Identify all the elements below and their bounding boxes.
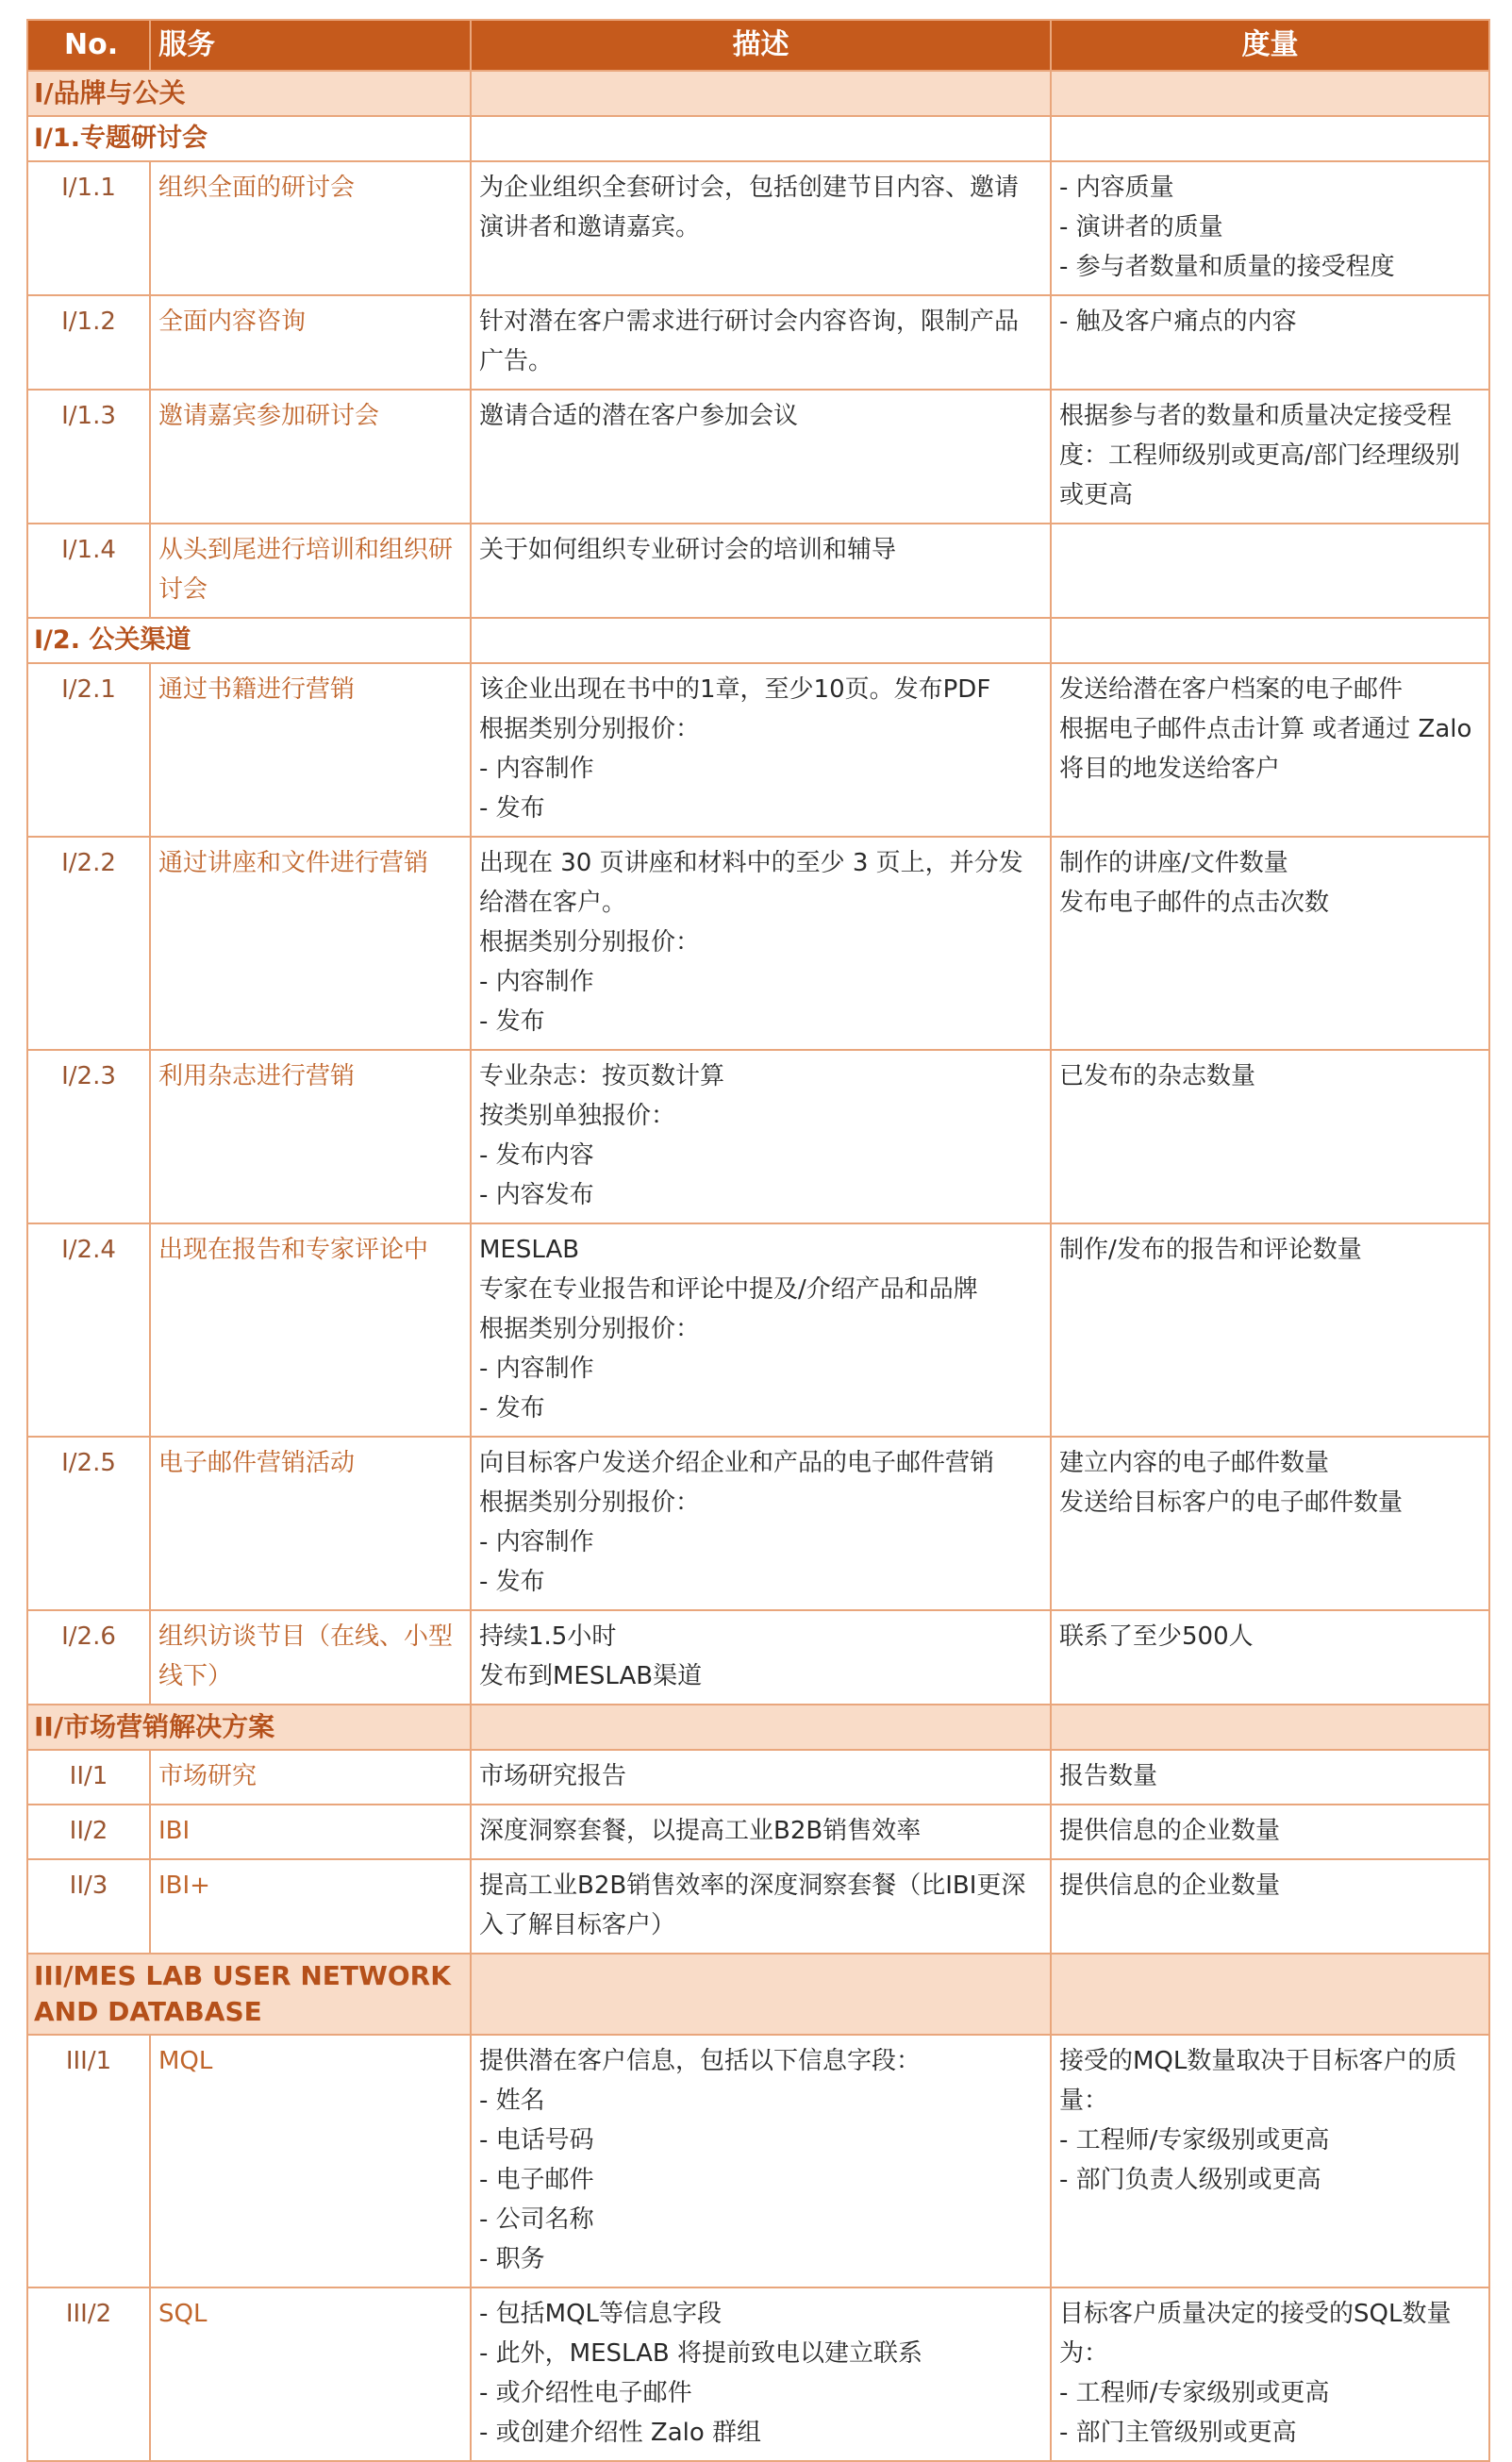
table-row <box>27 663 1489 837</box>
metric-line: 建立内容的电子邮件数量 <box>1059 1449 1330 1477</box>
service-metric <box>1051 161 1489 295</box>
metric-line: 根据电子邮件点击计算 或者通过 Zalo 将目的地发送给客户 <box>1059 715 1480 783</box>
table-row <box>27 2287 1489 2461</box>
service-metric <box>1051 837 1489 1050</box>
service-description <box>471 1223 1051 1437</box>
table-row <box>27 524 1489 618</box>
header-metric: 度量 <box>1051 20 1489 71</box>
row-number: I/1.1 <box>27 161 150 295</box>
service-metric <box>1051 1050 1489 1223</box>
table-row <box>27 1859 1489 1954</box>
service-name: 组织全面的研讨会 <box>150 161 471 295</box>
description-line: - 或创建介绍性 Zalo 群组 <box>479 2419 762 2447</box>
metric-line: 发送给潜在客户档案的电子邮件 <box>1059 675 1404 704</box>
description-line: 该企业出现在书中的1章，至少10页。发布PDF <box>479 675 991 704</box>
table-row <box>27 1050 1489 1223</box>
service-metric <box>1051 390 1489 524</box>
metric-line: 制作的讲座/文件数量 <box>1059 849 1288 877</box>
service-metric <box>1051 1610 1489 1705</box>
service-metric <box>1051 1750 1489 1805</box>
table-body <box>27 71 1489 2461</box>
table-row <box>27 1805 1489 1859</box>
service-metric <box>1051 2035 1489 2287</box>
service-name: IBI <box>150 1805 471 1859</box>
service-table <box>26 19 1490 2462</box>
metric-line: 报告数量 <box>1059 1762 1158 1790</box>
description-line: 专家在专业报告和评论中提及/介绍产品和品牌 <box>479 1275 978 1304</box>
service-description <box>471 1750 1051 1805</box>
description-line: - 发布 <box>479 1007 545 1036</box>
description-line: - 内容制作 <box>479 755 594 783</box>
subsection-title: I/2. 公关渠道 <box>27 618 471 663</box>
description-line: 深度洞察套餐，以提高工业B2B销售效率 <box>479 1817 922 1845</box>
service-description <box>471 1610 1051 1705</box>
metric-line: 提供信息的企业数量 <box>1059 1871 1281 1900</box>
empty-cell <box>471 71 1051 116</box>
row-number: I/2.3 <box>27 1050 150 1223</box>
section-row <box>27 1705 1489 1750</box>
empty-cell <box>1051 618 1489 663</box>
row-number: III/2 <box>27 2287 150 2461</box>
table-row <box>27 1750 1489 1805</box>
description-line: 根据类别分别报价： <box>479 928 701 957</box>
metric-line: 提供信息的企业数量 <box>1059 1817 1281 1845</box>
row-number: II/1 <box>27 1750 150 1805</box>
description-line: - 发布 <box>479 794 545 823</box>
description-line: - 发布内容 <box>479 1141 594 1170</box>
metric-line: - 内容质量 <box>1059 174 1174 202</box>
service-metric <box>1051 1223 1489 1437</box>
service-name: 全面内容咨询 <box>150 295 471 390</box>
service-name: IBI+ <box>150 1859 471 1954</box>
service-description <box>471 837 1051 1050</box>
metric-line: 接受的MQL数量取决于目标客户的质量： <box>1059 2047 1457 2115</box>
service-description <box>471 161 1051 295</box>
metric-line: - 部门负责人级别或更高 <box>1059 2166 1321 2194</box>
service-metric <box>1051 663 1489 837</box>
table-row <box>27 1223 1489 1437</box>
section-title: II/市场营销解决方案 <box>27 1705 471 1750</box>
empty-cell <box>471 1705 1051 1750</box>
description-line: - 发布 <box>479 1568 545 1596</box>
metric-line: - 触及客户痛点的内容 <box>1059 308 1297 336</box>
table-header-row <box>27 20 1489 71</box>
description-line: - 内容制作 <box>479 1355 594 1383</box>
table-row <box>27 2035 1489 2287</box>
service-metric <box>1051 295 1489 390</box>
service-description <box>471 1050 1051 1223</box>
description-line: - 电子邮件 <box>479 2166 594 2194</box>
description-line: 发布到MESLAB渠道 <box>479 1662 703 1690</box>
subsection-title: I/1.专题研讨会 <box>27 116 471 161</box>
description-line: 出现在 30 页讲座和材料中的至少 3 页上，并分发给潜在客户。 <box>479 849 1023 917</box>
description-line: 为企业组织全套研讨会，包括创建节目内容、邀请演讲者和邀请嘉宾。 <box>479 174 1020 241</box>
service-description <box>471 524 1051 618</box>
service-metric <box>1051 1805 1489 1859</box>
description-line: 按类别单独报价： <box>479 1102 676 1130</box>
service-name: SQL <box>150 2287 471 2461</box>
description-line: 专业杂志：按页数计算 <box>479 1062 725 1090</box>
metric-line: 发布电子邮件的点击次数 <box>1059 889 1330 917</box>
description-line: 邀请合适的潜在客户参加会议 <box>479 402 799 430</box>
description-line: 市场研究报告 <box>479 1762 627 1790</box>
service-description <box>471 295 1051 390</box>
description-line: - 内容制作 <box>479 968 594 996</box>
metric-line: - 部门主管级别或更高 <box>1059 2419 1297 2447</box>
row-number: II/2 <box>27 1805 150 1859</box>
subsection-row <box>27 116 1489 161</box>
row-number: I/2.5 <box>27 1437 150 1610</box>
table-row <box>27 837 1489 1050</box>
metric-line: - 工程师/专家级别或更高 <box>1059 2126 1330 2154</box>
empty-cell <box>471 1954 1051 2035</box>
empty-cell <box>1051 1954 1489 2035</box>
description-line: 针对潜在客户需求进行研讨会内容咨询，限制产品广告。 <box>479 308 1020 375</box>
metric-line: 根据参与者的数量和质量决定接受程度：工程师级别或更高/部门经理级别或更高 <box>1059 402 1460 509</box>
service-description <box>471 1437 1051 1610</box>
service-description <box>471 1805 1051 1859</box>
header-no: No. <box>27 20 150 71</box>
row-number: I/2.4 <box>27 1223 150 1437</box>
service-description <box>471 2287 1051 2461</box>
metric-line: 目标客户质量决定的接受的SQL数量为： <box>1059 2300 1452 2368</box>
row-number: I/1.3 <box>27 390 150 524</box>
description-line: - 职务 <box>479 2245 545 2273</box>
description-line: - 电话号码 <box>479 2126 594 2154</box>
description-line: - 发布 <box>479 1394 545 1422</box>
service-metric <box>1051 524 1489 618</box>
service-name: 组织访谈节目（在线、小型线下） <box>150 1610 471 1705</box>
empty-cell <box>1051 116 1489 161</box>
section-row <box>27 71 1489 116</box>
metric-line: - 工程师/专家级别或更高 <box>1059 2379 1330 2407</box>
service-metric <box>1051 2287 1489 2461</box>
description-line: 根据类别分别报价： <box>479 1315 701 1343</box>
description-line: - 或介绍性电子邮件 <box>479 2379 692 2407</box>
service-metric <box>1051 1859 1489 1954</box>
description-line: 根据类别分别报价： <box>479 715 701 743</box>
section-row <box>27 1954 1489 2035</box>
header-service: 服务 <box>150 20 471 71</box>
row-number: I/1.2 <box>27 295 150 390</box>
description-line: 提供潜在客户信息，包括以下信息字段： <box>479 2047 922 2075</box>
empty-cell <box>1051 1705 1489 1750</box>
service-name: 通过讲座和文件进行营销 <box>150 837 471 1050</box>
row-number: I/2.6 <box>27 1610 150 1705</box>
service-name: 电子邮件营销活动 <box>150 1437 471 1610</box>
metric-line: 制作/发布的报告和评论数量 <box>1059 1236 1362 1264</box>
section-title: III/MES LAB USER NETWORK AND DATABASE <box>27 1954 471 2035</box>
description-line: 关于如何组织专业研讨会的培训和辅导 <box>479 536 897 564</box>
description-line: MESLAB <box>479 1236 580 1264</box>
row-number: II/3 <box>27 1859 150 1954</box>
empty-cell <box>471 116 1051 161</box>
table-row <box>27 390 1489 524</box>
service-name: 从头到尾进行培训和组织研讨会 <box>150 524 471 618</box>
description-line: - 此外，MESLAB 将提前致电以建立联系 <box>479 2339 922 2368</box>
service-table-container <box>26 19 1488 2462</box>
description-line: - 内容发布 <box>479 1181 594 1209</box>
service-name: 邀请嘉宾参加研讨会 <box>150 390 471 524</box>
table-row <box>27 1610 1489 1705</box>
subsection-row <box>27 618 1489 663</box>
empty-cell <box>1051 71 1489 116</box>
service-name: 出现在报告和专家评论中 <box>150 1223 471 1437</box>
row-number: I/2.1 <box>27 663 150 837</box>
service-name: 利用杂志进行营销 <box>150 1050 471 1223</box>
service-description <box>471 663 1051 837</box>
table-row <box>27 295 1489 390</box>
service-description <box>471 390 1051 524</box>
description-line: - 包括MQL等信息字段 <box>479 2300 723 2328</box>
service-description <box>471 1859 1051 1954</box>
metric-line: 发送给目标客户的电子邮件数量 <box>1059 1489 1404 1517</box>
description-line: 持续1.5小时 <box>479 1622 617 1651</box>
metric-line: - 参与者数量和质量的接受程度 <box>1059 253 1395 281</box>
service-name: MQL <box>150 2035 471 2287</box>
metric-line: 联系了至少500人 <box>1059 1622 1254 1651</box>
table-row <box>27 1437 1489 1610</box>
description-line: 根据类别分别报价： <box>479 1489 701 1517</box>
description-line: - 公司名称 <box>479 2205 594 2234</box>
metric-line: 已发布的杂志数量 <box>1059 1062 1256 1090</box>
section-title: I/品牌与公关 <box>27 71 471 116</box>
header-description: 描述 <box>471 20 1051 71</box>
description-line: - 姓名 <box>479 2087 545 2115</box>
description-line: 向目标客户发送介绍企业和产品的电子邮件营销 <box>479 1449 995 1477</box>
description-line: 提高工业B2B销售效率的深度洞察套餐（比IBI更深入了解目标客户） <box>479 1871 1026 1939</box>
description-line: - 内容制作 <box>479 1528 594 1556</box>
table-row <box>27 161 1489 295</box>
service-name: 市场研究 <box>150 1750 471 1805</box>
service-name: 通过书籍进行营销 <box>150 663 471 837</box>
metric-line: - 演讲者的质量 <box>1059 213 1223 241</box>
row-number: I/2.2 <box>27 837 150 1050</box>
service-metric <box>1051 1437 1489 1610</box>
empty-cell <box>471 618 1051 663</box>
row-number: I/1.4 <box>27 524 150 618</box>
service-description <box>471 2035 1051 2287</box>
row-number: III/1 <box>27 2035 150 2287</box>
